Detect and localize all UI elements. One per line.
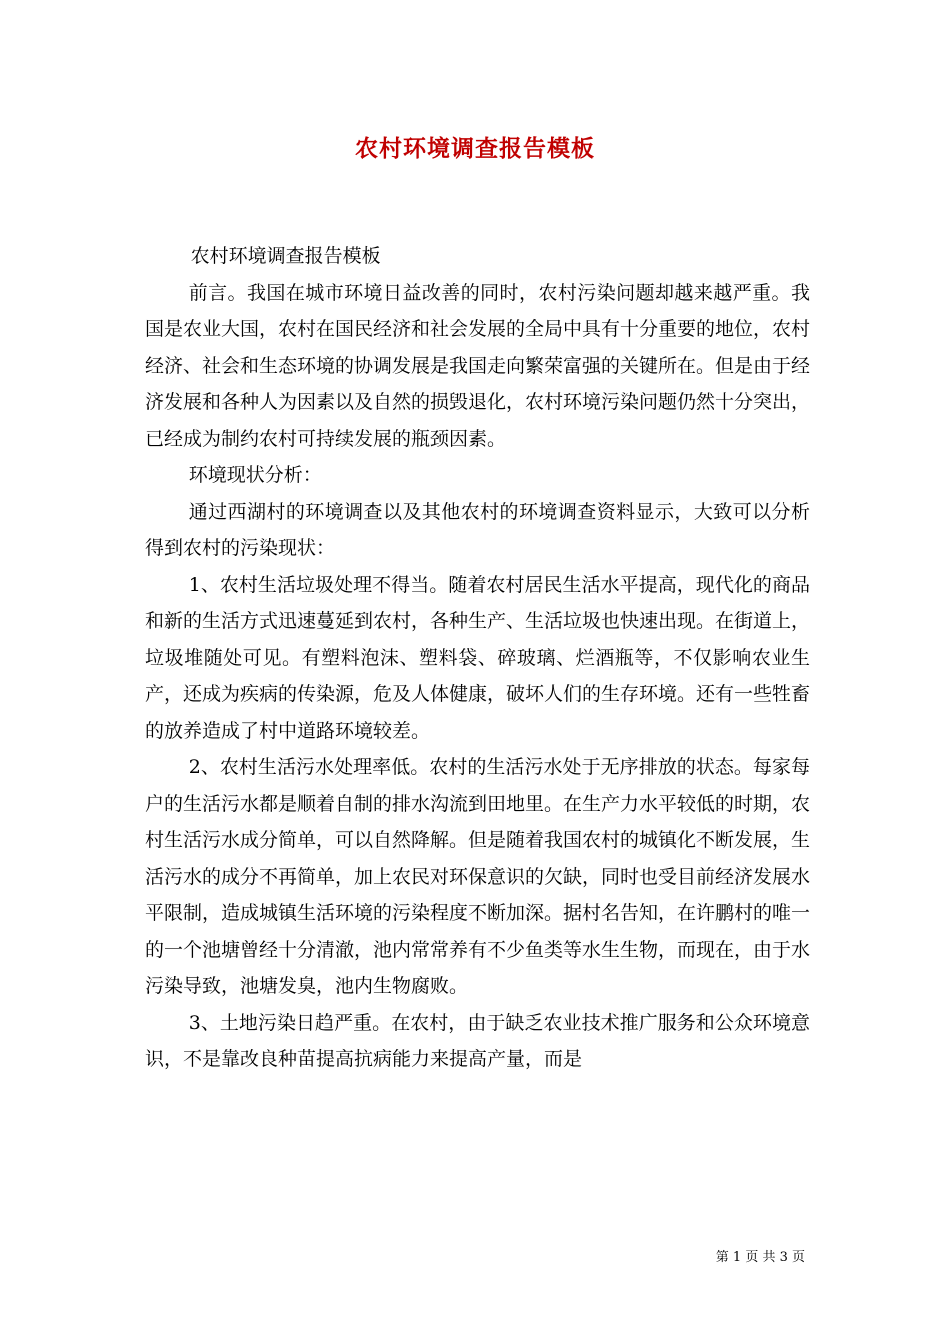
document-title: 农村环境调查报告模板: [355, 135, 595, 162]
page-number: 第 1 页 共 3 页: [715, 1250, 805, 1265]
paragraph-item-2: 2、农村生活污水处理率低。农村的生活污水处于无序排放的状态。每家每户的生活污水都是顺着自制的排水沟流到田地里。在生产力水平较低的时期，农村生活污水成分简单，可以自然降解。但是随着我国农村的城镇化不断发展，生活污水的成分不再简单，加上农民对环保意识的欠缺，同时也受目前经济发展水平限制，造成城镇生活环境的污染程度不断加深。据村名告知，在许鹏村的唯一的一个池塘曾经十分清澈，池内常常养有不少鱼类等水生生物，而现在，由于水污染导致，池塘发臭，池内生物腐败。: [145, 756, 811, 997]
paragraph-intro: 通过西湖村的环境调查以及其他农村的环境调查资料显示，大致可以分析得到农村的污染现状：: [145, 500, 810, 559]
document-body: [145, 238, 810, 1078]
paragraph-preface: 前言。我国在城市环境日益改善的同时，农村污染问题却越来越严重。我国是农业大国，农村在国民经济和社会发展的全局中具有十分重要的地位，农村经济、社会和生态环境的协调发展是我国走向繁荣富强的关键所在。但是由于经济发展和各种人为因素以及自然的损毁退化，农村环境污染问题仍然十分突出，已经成为制约农村可持续发展的瓶颈因素。: [145, 281, 811, 450]
paragraph-section-heading: 环境现状分析：: [188, 464, 322, 486]
paragraph-item-1: 1、农村生活垃圾处理不得当。随着农村居民生活水平提高，现代化的商品和新的生活方式迅速蔓延到农村，各种生产、生活垃圾也快速出现。在街道上，垃圾堆随处可见。有塑料泡沫、塑料袋、碎玻璃、烂酒瓶等，不仅影响农业生产，还成为疾病的传染源，危及人体健康，破坏人们的生存环境。还有一些牲畜的放养造成了村中道路环境较差。: [145, 573, 811, 742]
paragraph-item-3: 3、土地污染日趋严重。在农村，由于缺乏农业技术推广服务和公众环境意识，不是靠改良种苗提高抗病能力来提高产量，而是: [145, 1011, 810, 1070]
body-subtitle: 农村环境调查报告模板: [190, 245, 381, 267]
